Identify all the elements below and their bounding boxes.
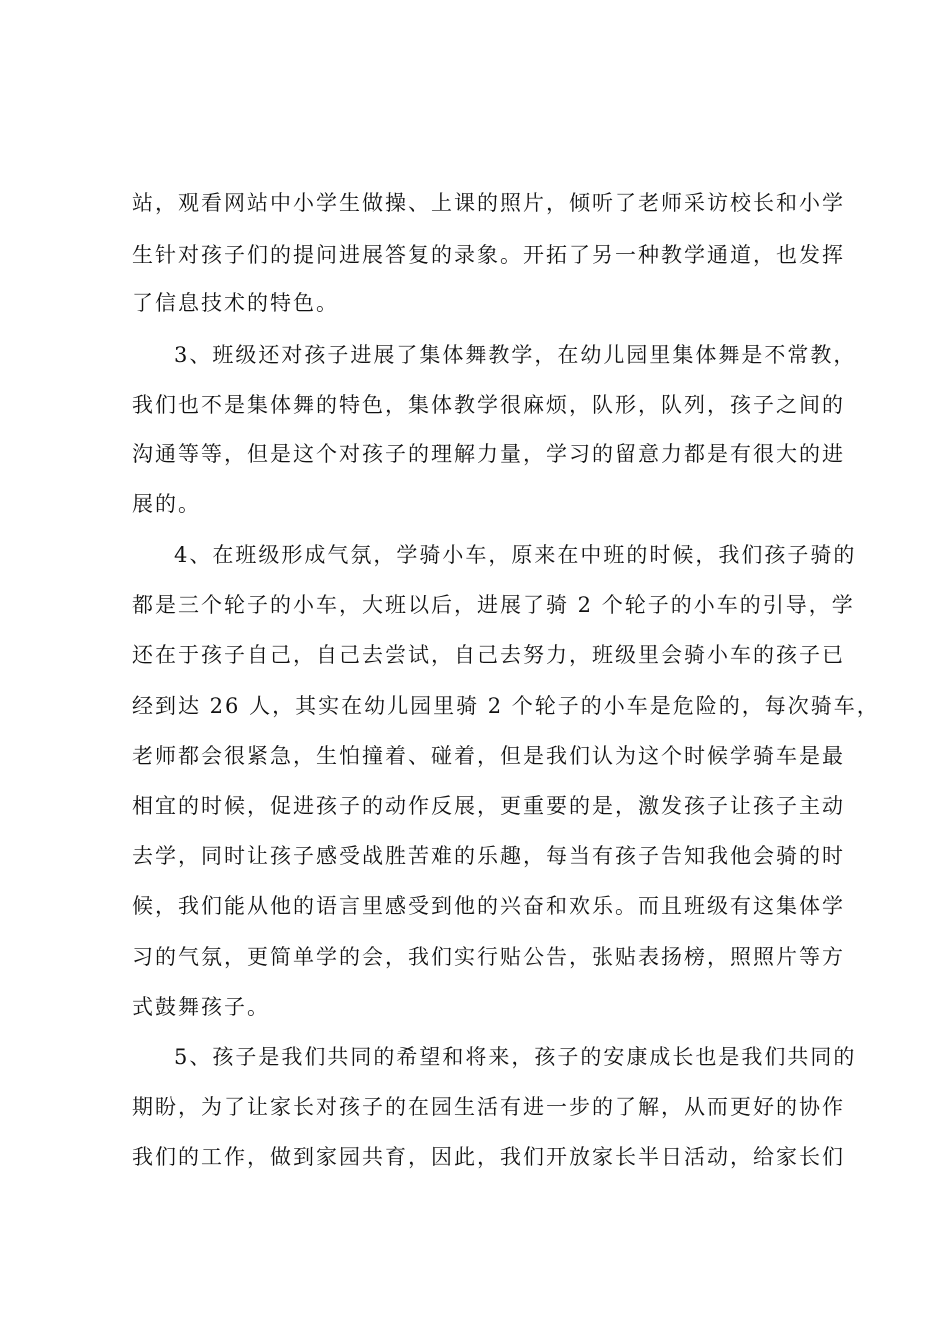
- paragraph-line: 经到达 26 人，其实在幼儿园里骑 2 个轮子的小车是危险的，每次骑车，: [132, 694, 880, 718]
- paragraph-line: 都是三个轮子的小车，大班以后，进展了骑 2 个轮子的小车的引导，学: [132, 593, 855, 617]
- paragraph-line: 我们的工作，做到家园共育，因此，我们开放家长半日活动，给家长们: [132, 1145, 845, 1169]
- paragraph-line: 我们也不是集体舞的特色，集体教学很麻烦，队形，队列，孩子之间的: [132, 393, 845, 417]
- paragraph-line: 5、孩子是我们共同的希望和将来，孩子的安康成长也是我们共同的: [174, 1045, 857, 1069]
- paragraph-line: 沟通等等，但是这个对孩子的理解力量，学习的留意力都是有很大的进: [132, 442, 845, 466]
- paragraph-line: 候，我们能从他的语言里感受到他的兴奋和欢乐。而且班级有这集体学: [132, 894, 845, 918]
- paragraph-line: 期盼，为了让家长对孩子的在园生活有进一步的了解，从而更好的协作: [132, 1095, 845, 1119]
- paragraph-line: 了信息技术的特色。: [132, 291, 339, 315]
- paragraph-line: 站，观看网站中小学生做操、上课的照片，倾听了老师采访校长和小学: [132, 191, 845, 215]
- paragraph-line: 还在于孩子自己，自己去尝试，自己去努力，班级里会骑小车的孩子已: [132, 643, 845, 667]
- paragraph-line: 去学，同时让孩子感受战胜苦难的乐趣，每当有孩子告知我他会骑的时: [132, 844, 845, 868]
- paragraph-line: 老师都会很紧急，生怕撞着、碰着，但是我们认为这个时候学骑车是最: [132, 744, 845, 768]
- paragraph-line: 相宜的时候，促进孩子的动作反展，更重要的是，激发孩子让孩子主动: [132, 794, 845, 818]
- paragraph-line: 生针对孩子们的提问进展答复的录象。开拓了另一种教学通道，也发挥: [132, 243, 845, 267]
- paragraph-line: 式鼓舞孩子。: [132, 995, 270, 1019]
- paragraph-line: 4、在班级形成气氛，学骑小车，原来在中班的时候，我们孩子骑的: [174, 543, 857, 567]
- paragraph-line: 习的气氛，更简单学的会，我们实行贴公告，张贴表扬榜，照照片等方: [132, 945, 845, 969]
- paragraph-line: 展的。: [132, 492, 201, 516]
- paragraph-line: 3、班级还对孩子进展了集体舞教学，在幼儿园里集体舞是不常教，: [174, 343, 857, 367]
